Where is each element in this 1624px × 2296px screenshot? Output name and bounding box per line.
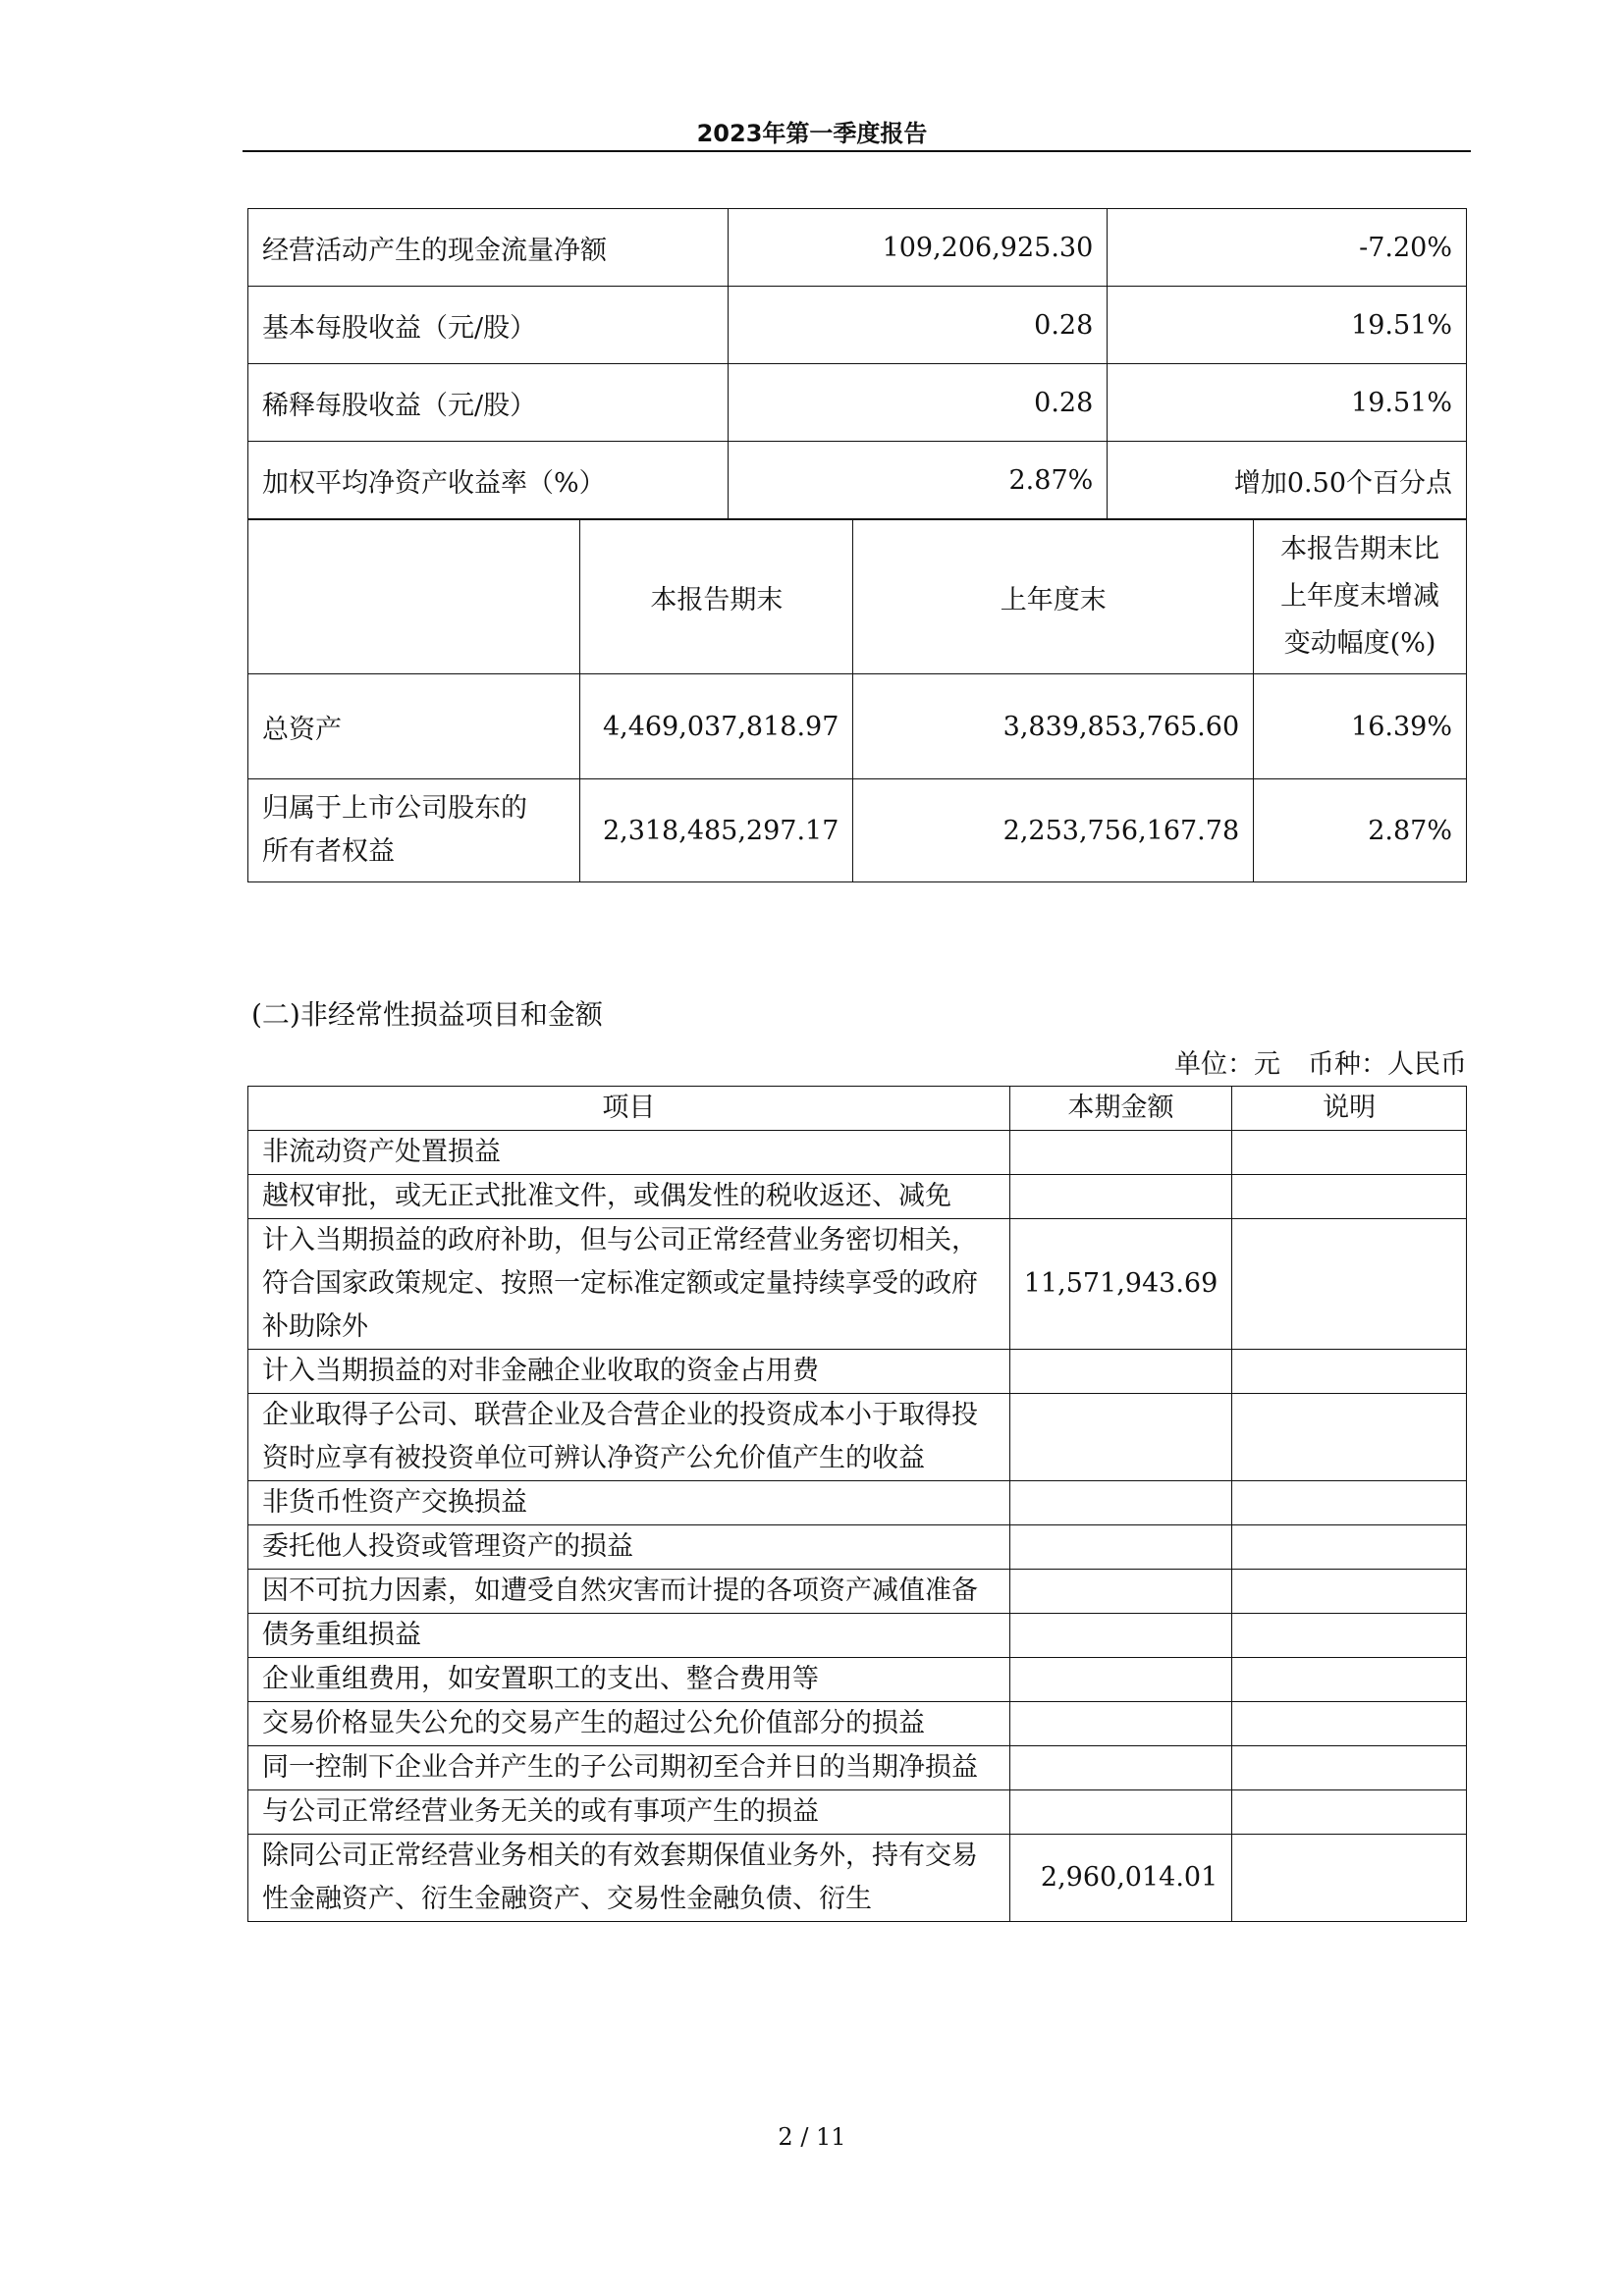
note-cell [1232, 1614, 1467, 1658]
item-cell: 计入当期损益的政府补助，但与公司正常经营业务密切相关，符合国家政策规定、按照一定标准定额或定量持续享受的政府补助除外 [248, 1219, 1010, 1350]
table-row [248, 364, 1467, 442]
currency-label: 币种：人民币 [1308, 1049, 1467, 1080]
metric-change: 19.51% [1108, 364, 1467, 442]
amount-cell [1009, 1525, 1232, 1570]
metric-change: -7.20% [1108, 209, 1467, 287]
metric-value: 109,206,925.30 [729, 209, 1108, 287]
label-line: 归属于上市公司股东的 [262, 793, 527, 824]
item-cell: 非流动资产处置损益 [248, 1131, 1010, 1175]
table-row [248, 1525, 1467, 1570]
item-cell: 计入当期损益的对非金融企业收取的资金占用费 [248, 1350, 1010, 1394]
table-row [248, 209, 1467, 287]
key-metrics-table [247, 208, 1467, 519]
table-row [248, 1219, 1467, 1350]
current-value: 4,469,037,818.97 [580, 674, 853, 779]
table-row [248, 1835, 1467, 1922]
amount-cell [1009, 1658, 1232, 1702]
table-row [248, 674, 1467, 779]
item-cell: 非货币性资产交换损益 [248, 1481, 1010, 1525]
table-header-row [248, 1087, 1467, 1131]
amount-cell [1009, 1175, 1232, 1219]
balance-table [247, 519, 1467, 882]
amount-cell [1009, 1570, 1232, 1614]
note-cell [1232, 1570, 1467, 1614]
note-cell [1232, 1131, 1467, 1175]
item-cell: 交易价格显失公允的交易产生的超过公允价值部分的损益 [248, 1702, 1010, 1746]
item-cell: 债务重组损益 [248, 1614, 1010, 1658]
amount-cell [1009, 1614, 1232, 1658]
note-cell [1232, 1525, 1467, 1570]
amount-cell: 11,571,943.69 [1009, 1219, 1232, 1350]
table-row [248, 1350, 1467, 1394]
header-line: 变动幅度(%) [1283, 628, 1436, 659]
row-label [248, 779, 580, 882]
section-title: (二)非经常性损益项目和金额 [251, 998, 603, 1031]
metric-change: 增加0.50个百分点 [1108, 442, 1467, 519]
metric-value: 2.87% [729, 442, 1108, 519]
label-line: 所有者权益 [262, 836, 395, 867]
table-row [248, 1790, 1467, 1835]
item-cell: 除同公司正常经营业务相关的有效套期保值业务外，持有交易性金融资产、衍生金融资产、交易性金融负债、衍生 [248, 1835, 1010, 1922]
table-row [248, 779, 1467, 882]
note-cell [1232, 1702, 1467, 1746]
header-rule [243, 150, 1471, 152]
prior-value: 2,253,756,167.78 [853, 779, 1254, 882]
current-value: 2,318,485,297.17 [580, 779, 853, 882]
item-cell: 与公司正常经营业务无关的或有事项产生的损益 [248, 1790, 1010, 1835]
metric-value: 0.28 [729, 287, 1108, 364]
note-cell [1232, 1790, 1467, 1835]
amount-cell [1009, 1790, 1232, 1835]
note-cell [1232, 1481, 1467, 1525]
item-cell: 企业取得子公司、联营企业及合营企业的投资成本小于取得投资时应享有被投资单位可辨认净资产公允价值产生的收益 [248, 1394, 1010, 1481]
table-row [248, 1658, 1467, 1702]
metric-value: 0.28 [729, 364, 1108, 442]
page-number: 2 / 11 [778, 2123, 846, 2151]
item-cell: 企业重组费用，如安置职工的支出、整合费用等 [248, 1658, 1010, 1702]
note-cell [1232, 1394, 1467, 1481]
note-cell [1232, 1658, 1467, 1702]
table-row [248, 287, 1467, 364]
metric-label: 稀释每股收益（元/股） [248, 364, 729, 442]
item-cell: 委托他人投资或管理资产的损益 [248, 1525, 1010, 1570]
amount-cell [1009, 1481, 1232, 1525]
amount-cell [1009, 1394, 1232, 1481]
table-row [248, 1746, 1467, 1790]
metric-change: 19.51% [1108, 287, 1467, 364]
table-row [248, 1481, 1467, 1525]
table-row [248, 1394, 1467, 1481]
note-cell [1232, 1219, 1467, 1350]
prior-value: 3,839,853,765.60 [853, 674, 1254, 779]
amount-cell [1009, 1746, 1232, 1790]
amount-cell [1009, 1350, 1232, 1394]
column-header-change [1254, 520, 1467, 674]
item-cell: 因不可抗力因素，如遭受自然灾害而计提的各项资产减值准备 [248, 1570, 1010, 1614]
non-recurring-items-table [247, 1086, 1467, 1922]
column-header: 说明 [1232, 1087, 1467, 1131]
note-cell [1232, 1746, 1467, 1790]
table-header-row [248, 520, 1467, 674]
item-cell: 同一控制下企业合并产生的子公司期初至合并日的当期净损益 [248, 1746, 1010, 1790]
note-cell [1232, 1350, 1467, 1394]
column-header: 上年度末 [853, 520, 1254, 674]
metric-label: 基本每股收益（元/股） [248, 287, 729, 364]
table-row [248, 1175, 1467, 1219]
amount-cell: 2,960,014.01 [1009, 1835, 1232, 1922]
note-cell [1232, 1835, 1467, 1922]
metric-label: 经营活动产生的现金流量净额 [248, 209, 729, 287]
change-value: 16.39% [1254, 674, 1467, 779]
column-header: 本期金额 [1009, 1087, 1232, 1131]
note-cell [1232, 1175, 1467, 1219]
column-header: 项目 [248, 1087, 1010, 1131]
table-row [248, 442, 1467, 519]
amount-cell [1009, 1702, 1232, 1746]
item-cell: 越权审批，或无正式批准文件，或偶发性的税收返还、减免 [248, 1175, 1010, 1219]
unit-label: 单位：元 [1174, 1049, 1280, 1080]
unit-line [1174, 1042, 1467, 1081]
report-header-title: 2023年第一季度报告 [696, 120, 928, 147]
table-row [248, 1131, 1467, 1175]
column-header: 本报告期末 [580, 520, 853, 674]
metric-label: 加权平均净资产收益率（%） [248, 442, 729, 519]
header-line: 本报告期末比 [1280, 534, 1440, 564]
table-row [248, 1570, 1467, 1614]
table-row [248, 1702, 1467, 1746]
row-label: 总资产 [248, 674, 580, 779]
table-row [248, 1614, 1467, 1658]
change-value: 2.87% [1254, 779, 1467, 882]
amount-cell [1009, 1131, 1232, 1175]
header-empty-cell [248, 520, 580, 674]
header-line: 上年度末增减 [1280, 581, 1440, 612]
